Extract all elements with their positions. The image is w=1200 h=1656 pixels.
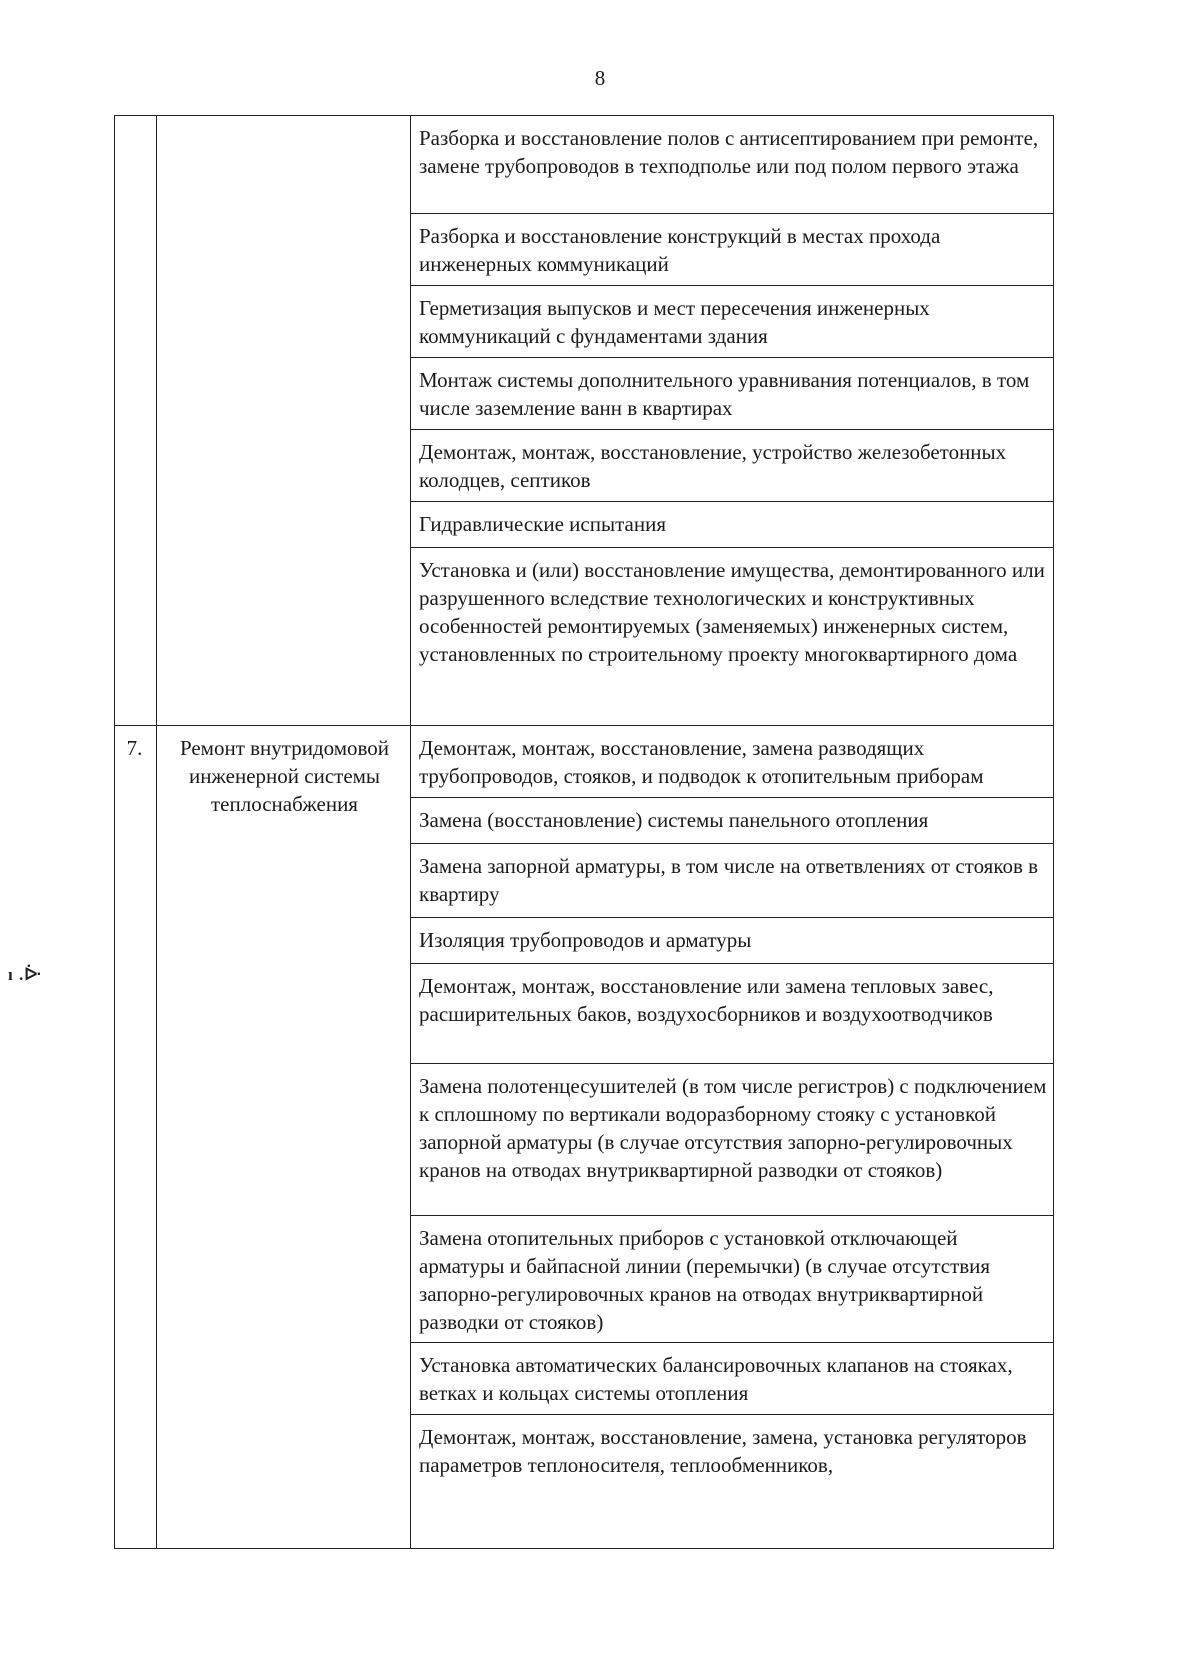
works-table: [114, 115, 1054, 1549]
work-item: Разборка и восстановление конструкций в местах прохода инженерных коммуникаций: [411, 214, 1054, 286]
work-item: Демонтаж, монтаж, восстановление, замена, установка регуляторов параметров теплоносителя, теплообменников,: [411, 1415, 1054, 1549]
work-item: Замена (восстановление) системы панельного отопления: [411, 798, 1054, 844]
work-item: Установка автоматических балансировочных клапанов на стояках, ветках и кольцах системы отопления: [411, 1343, 1054, 1415]
work-item: Установка и (или) восстановление имущества, демонтированного или разрушенного вследствие технологических и конструктивных особенностей ремонтируемых (заменяемых) инженерных систем, установленных по строительному проекту многоквартирного дома: [411, 548, 1054, 726]
work-item: Демонтаж, монтаж, восстановление, замена разводящих трубопроводов, стояков, и подводок к отопительным приборам: [411, 726, 1054, 798]
row-number-cell: 7.: [115, 726, 157, 1549]
work-item: Замена полотенцесушителей (в том числе регистров) с подключением к сплошному по вертикали водоразборному стояку с установкой запорной арматуры (в случае отсутствия запорно-регулировочных кранов на отводах внутриквартирной разводки от стояков): [411, 1064, 1054, 1216]
page-number: 8: [594, 66, 606, 90]
work-item: Демонтаж, монтаж, восстановление, устройство железобетонных колодцев, септиков: [411, 430, 1054, 502]
table-row: [115, 116, 1054, 214]
row-number-cell: [115, 116, 157, 726]
work-item: Изоляция трубопроводов и арматуры: [411, 918, 1054, 964]
work-item: Гидравлические испытания: [411, 502, 1054, 548]
work-item: Герметизация выпусков и мест пересечения инженерных коммуникаций с фундаментами здания: [411, 286, 1054, 358]
margin-mark: ı .ᐕ: [8, 965, 43, 984]
work-type-cell: Ремонт внутридомовой инженерной системы теплоснабжения: [157, 726, 411, 1549]
table-row: [115, 726, 1054, 798]
work-item: Демонтаж, монтаж, восстановление или замена тепловых завес, расширительных баков, воздухосборников и воздухоотводчиков: [411, 964, 1054, 1064]
work-item: Замена отопительных приборов с установкой отключающей арматуры и байпасной линии (перемычки) (в случае отсутствия запорно-регулировочных кранов на отводах внутриквартирной разводки от стояков): [411, 1216, 1054, 1343]
work-item: Замена запорной арматуры, в том числе на ответвлениях от стояков в квартиру: [411, 844, 1054, 918]
work-item: Монтаж системы дополнительного уравнивания потенциалов, в том числе заземление ванн в квартирах: [411, 358, 1054, 430]
work-type-cell: [157, 116, 411, 726]
work-item: Разборка и восстановление полов с антисептированием при ремонте, замене трубопроводов в техподполье или под полом первого этажа: [411, 116, 1054, 214]
